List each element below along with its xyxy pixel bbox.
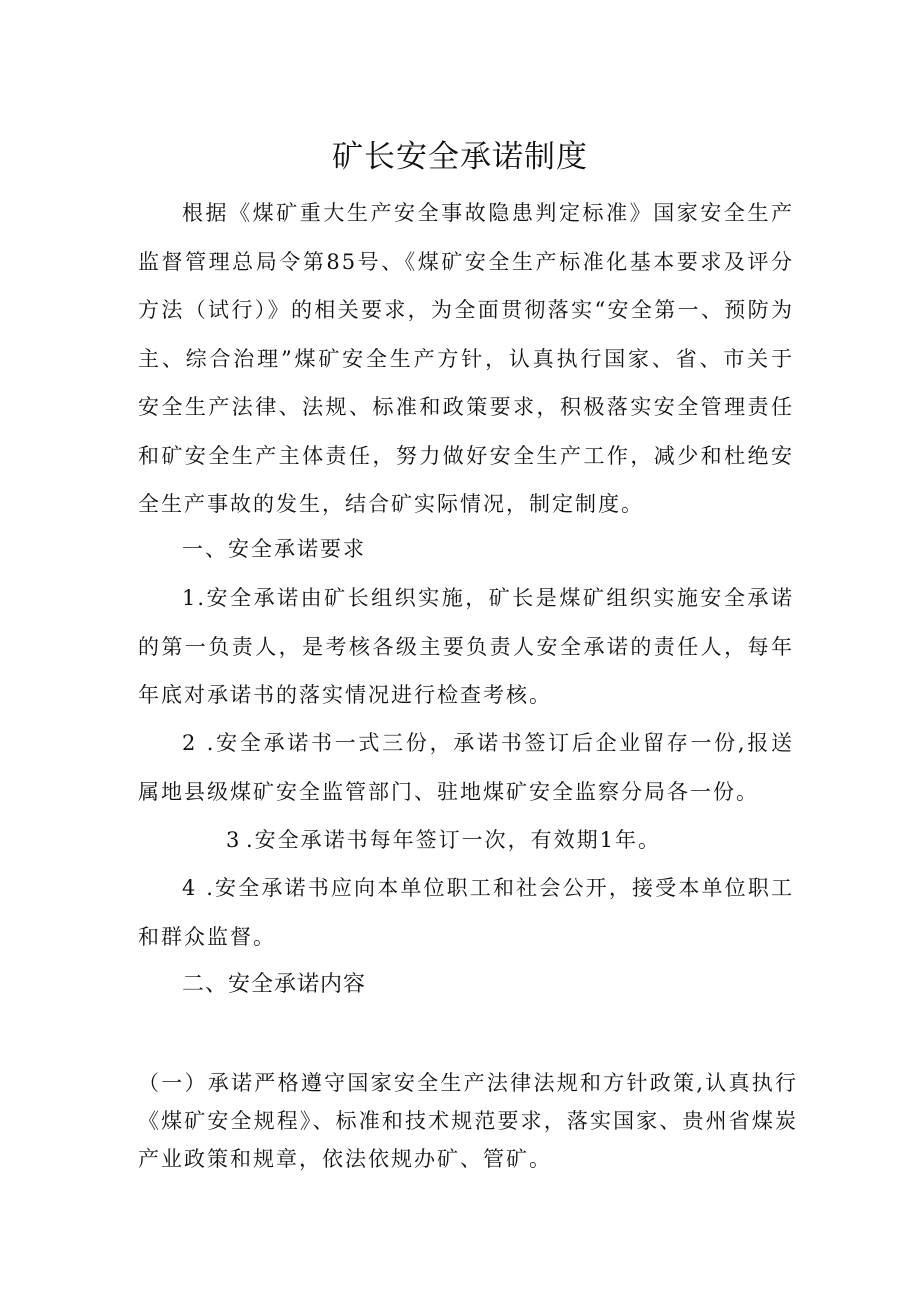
section2-sub1: （一）承诺严格遵守国家安全生产法律法规和方针政策,认真执行《煤矿安全规程》、标准和技术规范要求，落实国家、贵州省煤炭产业政策和规章，依法依规办矿、管矿。 (138, 1071, 798, 1171)
section1-item1: 1.安全承诺由矿长组织实施，矿长是煤矿组织实施安全承诺的第一负责人，是考核各级主要负责人安全承诺的责任人，每年年底对承诺书的落实情况进行检查考核。 (138, 586, 794, 707)
section2-heading: 二、安全承诺内容 (182, 972, 367, 997)
section1-item2: 2 .安全承诺书一式三份，承诺书签订后企业留存一份,报送属地县级煤矿安全监管部门、驻地煤矿安全监察分局各一份。 (138, 731, 794, 804)
section1-item3 (138, 816, 794, 865)
document-title: 矿长安全承诺制度 (332, 139, 588, 175)
section1-heading: 一、安全承诺要求 (182, 537, 366, 561)
intro-paragraph: 根据《煤矿重大生产安全事故隐患判定标准》国家安全生产监督管理总局令第85号、《煤矿安全生产标准化基本要求及评分方法（试行）》的相关要求，为全面贯彻落实“安全第一、预防为主、综合治理”煤矿安全生产方针，认真执行国家、省、市关于安全生产法律、法规、标准和政策要求，积极落实安全管理责任和矿安全生产主体责任，努力做好安全生产工作，减少和杜绝安全生产事故的发生，结合矿实际情况，制定制度。 (138, 201, 794, 516)
section1-item4: 4 .安全承诺书应向本单位职工和社会公开，接受本单位职工和群众监督。 (138, 876, 794, 949)
section1-item3-number: 3 (226, 828, 242, 852)
section1-item3-text: .安全承诺书每年签订一次，有效期1年。 (246, 828, 662, 852)
